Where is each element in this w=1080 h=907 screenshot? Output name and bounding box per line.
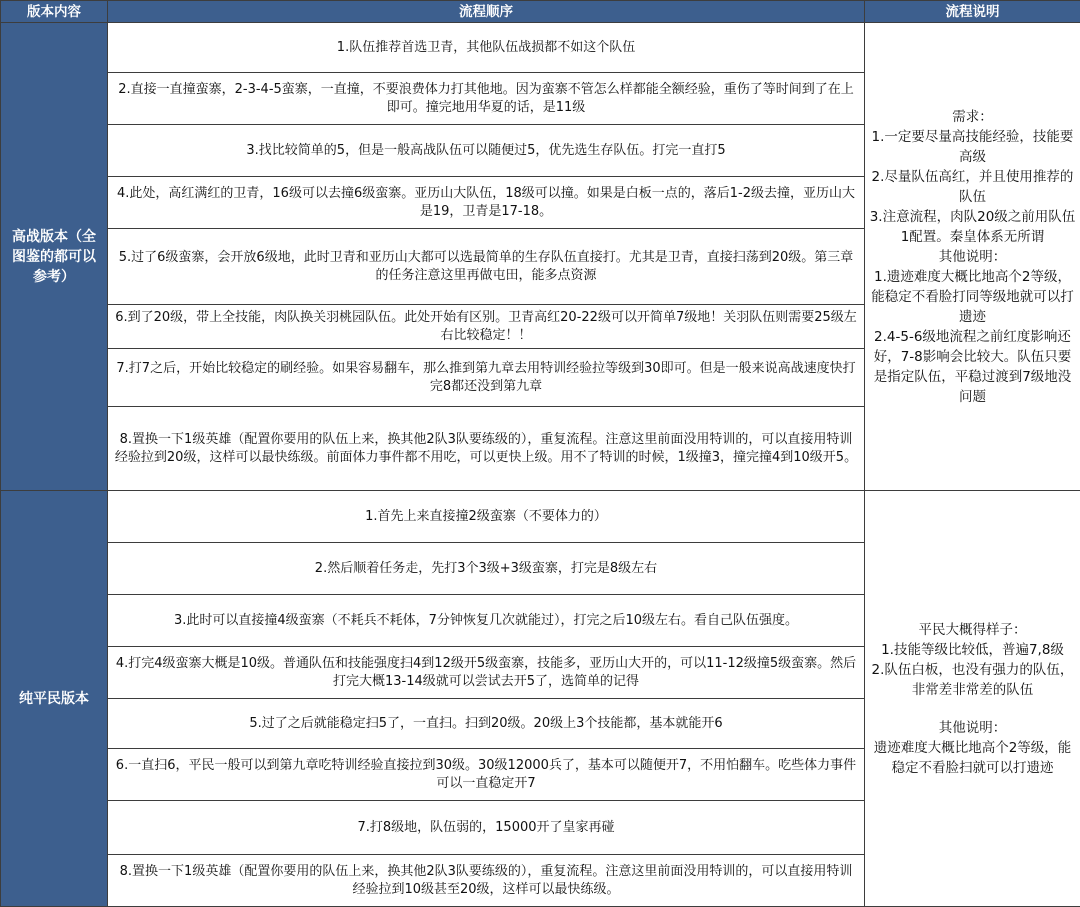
- header-version: 版本内容: [1, 1, 108, 23]
- step-cell: 1.首先上来直接撞2级蛮寨（不要体力的）: [108, 491, 865, 543]
- step-cell: 4.此处，高红满红的卫青，16级可以去撞6级蛮寨。亚历山大队伍，18级可以撞。如果是白板一点的，落后1-2级去撞，亚历山大是19，卫青是17-18。: [108, 177, 865, 229]
- note-line: 其他说明：: [938, 248, 1007, 265]
- note-line: 2.尽量队伍高红，并且使用推荐的队伍: [871, 168, 1074, 205]
- version-free-to-play: 纯平民版本: [1, 491, 108, 907]
- step-cell: 1.队伍推荐首选卫青，其他队伍战损都不如这个队伍: [108, 23, 865, 73]
- step-cell: 7.打7之后，开始比较稳定的刷经验。如果容易翻车，那么推到第九章去用特训经验拉等级到30即可。但是一般来说高战速度快打完8都还没到第九章: [108, 349, 865, 407]
- note-line: 1.遗迹难度大概比地高个2等级，能稳定不看脸打同等级地就可以打遗迹: [871, 268, 1074, 325]
- note-spacer: [869, 700, 1076, 718]
- header-row: [1, 1, 1080, 23]
- step-cell: 6.一直扫6，平民一般可以到第九章吃特训经验直接拉到30级。30级12000兵了，基本可以随便开7，不用怕翻车。吃些体力事件可以一直稳定开7: [108, 749, 865, 801]
- step-cell: 8.置换一下1级英雄（配置你要用的队伍上来，换其他2队3队要练级的），重复流程。注意这里前面没用特训的，可以直接用特训经验拉到20级，这样可以最快练级。前面体力事件都不用吃，可以更快上级。用不了特训的时候，1级撞3，撞完撞4到10级开5。: [108, 407, 865, 491]
- step-cell: 2.然后顺着任务走，先打3个3级+3级蛮寨，打完是8级左右: [108, 543, 865, 595]
- step-cell: 4.打完4级蛮寨大概是10级。普通队伍和技能强度扫4到12级开5级蛮寨，技能多，亚历山大开的，可以11-12级撞5级蛮寨。然后打完大概13-14级就可以尝试去开5了，选简单的记得: [108, 647, 865, 699]
- note-line: 2.4-5-6级地流程之前红度影响还好，7-8影响会比较大。队伍只要是指定队伍，平稳过渡到7级地没问题: [873, 328, 1072, 405]
- step-cell: 8.置换一下1级英雄（配置你要用的队伍上来，换其他2队3队要练级的），重复流程。注意这里前面没用特训的，可以直接用特训经验拉到10级甚至20级，这样可以最快练级。: [108, 855, 865, 907]
- version-high-power: 高战版本（全图鉴的都可以参考）: [1, 23, 108, 491]
- step-cell: 6.到了20级，带上全技能，肉队换关羽桃园队伍。此处开始有区别。卫青高红20-22级可以开简单7级地！关羽队伍则需要25级左右比较稳定！！: [108, 305, 865, 349]
- note-line: 需求：: [952, 108, 993, 125]
- step-cell: 3.此时可以直接撞4级蛮寨（不耗兵不耗体，7分钟恢复几次就能过），打完之后10级左右。看自己队伍强度。: [108, 595, 865, 647]
- header-process: 流程顺序: [108, 1, 865, 23]
- note-line: 1.一定要尽量高技能经验，技能要高级: [871, 128, 1074, 165]
- header-explanation: 流程说明: [865, 1, 1080, 23]
- note-line: 平民大概得样子：: [918, 621, 1027, 638]
- table-row: [1, 491, 1080, 543]
- table-row: [1, 23, 1080, 73]
- notes-high-power: [865, 23, 1080, 491]
- step-cell: 7.打8级地，队伍弱的，15000开了皇家再碰: [108, 801, 865, 855]
- note-line: 1.技能等级比较低，普遍7,8级: [881, 641, 1064, 658]
- note-line: 2.队伍白板，也没有强力的队伍，非常差非常差的队伍: [871, 661, 1074, 698]
- step-cell: 2.直接一直撞蛮寨，2-3-4-5蛮寨，一直撞，不要浪费体力打其他地。因为蛮寨不管怎么样都能全额经验，重伤了等时间到了在上即可。撞完地用华夏的话，是11级: [108, 73, 865, 125]
- step-cell: 3.找比较简单的5，但是一般高战队伍可以随便过5，优先选生存队伍。打完一直打5: [108, 125, 865, 177]
- note-line: 遗迹难度大概比地高个2等级，能稳定不看脸扫就可以打遗迹: [873, 739, 1072, 776]
- step-cell: 5.过了之后就能稳定扫5了，一直扫。扫到20级。20级上3个技能都，基本就能开6: [108, 699, 865, 749]
- notes-free-to-play: [865, 491, 1080, 907]
- note-line: 其他说明：: [938, 719, 1007, 736]
- note-line: 3.注意流程，肉队20级之前用队伍1配置。秦皇体系无所谓: [869, 208, 1076, 245]
- step-cell: 5.过了6级蛮寨，会开放6级地，此时卫青和亚历山大都可以选最简单的生存队伍直接打。尤其是卫青，直接扫荡到20级。第三章的任务注意这里再做屯田，能多点资源: [108, 229, 865, 305]
